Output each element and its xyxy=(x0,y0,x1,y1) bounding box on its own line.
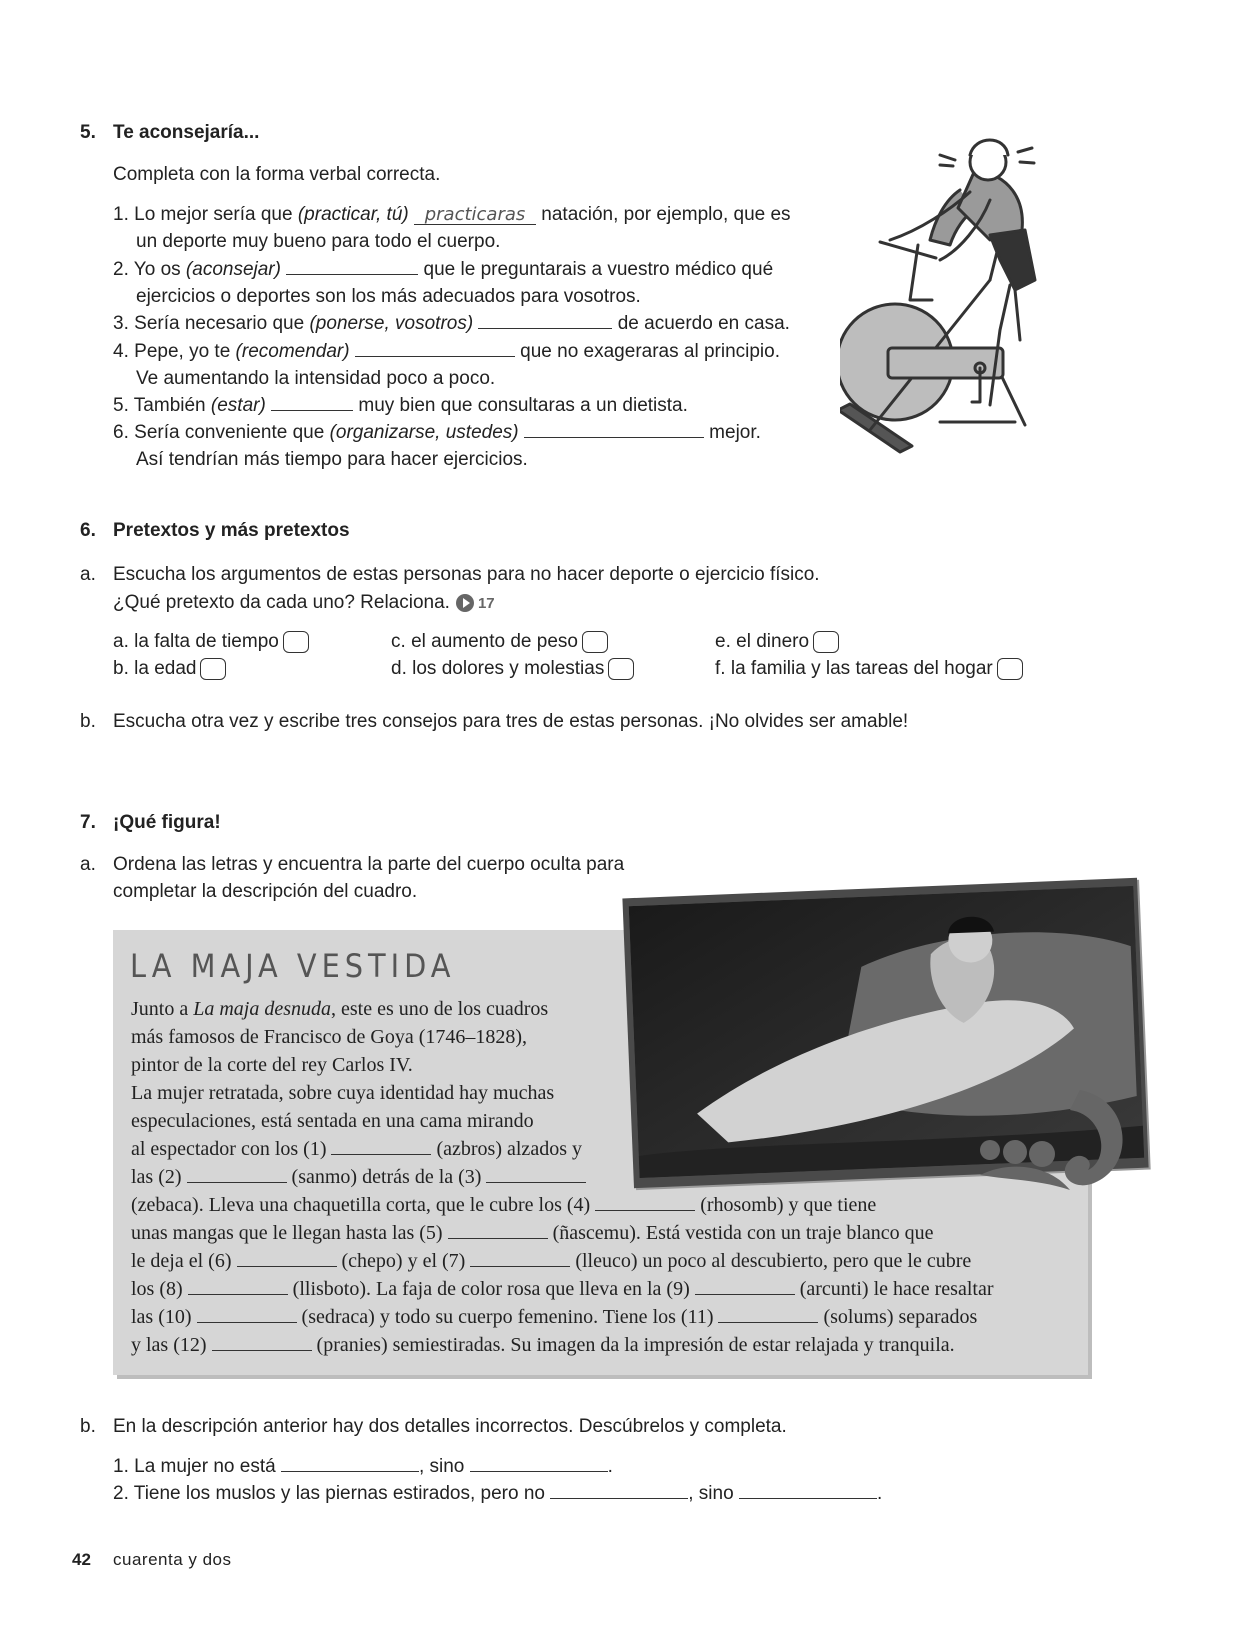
text-line-10: le deja el (6) (chepo) y el (7) (lleuco) un poco al descubierto, pero que le cubre xyxy=(131,1250,972,1272)
ex7-b-item-1: 1. La mujer no está , sino . xyxy=(113,1456,613,1477)
checkbox-f[interactable] xyxy=(997,658,1023,680)
text-line-13: y las (12) (pranies) semiestiradas. Su imagen da la impresión de estar relajada y tranquila. xyxy=(131,1334,955,1356)
ex5-item-1: 1. Lo mejor sería que (practicar, tú) practicaras natación, por ejemplo, que es xyxy=(113,204,791,225)
ex5-number: 5. xyxy=(80,122,96,143)
ex6-a-line1: Escucha los argumentos de estas personas para no hacer deporte o ejercicio físico. xyxy=(113,564,820,585)
checkbox-d[interactable] xyxy=(608,658,634,680)
ex5-item-2-cont: ejercicios o deportes son los más adecuados para vosotros. xyxy=(136,286,641,307)
page-number-words: cuarenta y dos xyxy=(113,1550,232,1569)
blank-2[interactable] xyxy=(187,1167,287,1183)
decorative-swirl-icon xyxy=(960,1080,1140,1210)
ex6-b-letter: b. xyxy=(80,711,96,732)
checkbox-c[interactable] xyxy=(582,631,608,653)
blank-5[interactable] xyxy=(448,1223,548,1239)
ex7-a-line2: completar la descripción del cuadro. xyxy=(113,881,418,902)
ex5-item-6: 6. Sería conveniente que (organizarse, ustedes) mejor. xyxy=(113,422,761,443)
ex5-item-4: 4. Pepe, yo te (recomendar) que no exageraras al principio. xyxy=(113,341,780,362)
blank-9[interactable] xyxy=(695,1279,795,1295)
answer-field-6[interactable] xyxy=(524,421,704,438)
ex7-b-text: En la descripción anterior hay dos detalles incorrectos. Descúbrelos y completa. xyxy=(113,1416,787,1437)
option-c: c. el aumento de peso xyxy=(391,628,608,656)
ex5-item-4-cont: Ve aumentando la intensidad poco a poco. xyxy=(136,368,496,389)
b-answer-2a[interactable] xyxy=(550,1482,688,1499)
option-f: f. la familia y las tareas del hogar xyxy=(715,655,1023,683)
ex6-number: 6. xyxy=(80,520,96,541)
ex5-item-5: 5. También (estar) muy bien que consultaras a un dietista. xyxy=(113,395,688,416)
blank-12[interactable] xyxy=(212,1335,312,1351)
blank-11[interactable] xyxy=(718,1307,818,1323)
text-line-8: (zebaca). Lleva una chaquetilla corta, que le cubre los (4) (rhosomb) y que tiene xyxy=(131,1194,877,1216)
ex6-a-line2: ¿Qué pretexto da cada uno? Relaciona. 17 xyxy=(113,592,495,613)
ex5-item-3: 3. Sería necesario que (ponerse, vosotros) de acuerdo en casa. xyxy=(113,313,790,334)
ex5-item-6-cont: Así tendrían más tiempo para hacer ejercicios. xyxy=(136,449,528,470)
ex5-item-1-cont: un deporte muy bueno para todo el cuerpo. xyxy=(136,231,501,252)
ex5-item-2: 2. Yo os (aconsejar) que le preguntarais a vuestro médico qué xyxy=(113,259,774,280)
text-line-12: las (10) (sedraca) y todo su cuerpo femenino. Tiene los (11) (solums) separados xyxy=(131,1306,978,1328)
answer-field-2[interactable] xyxy=(286,258,418,275)
blank-8[interactable] xyxy=(188,1279,288,1295)
ex5-title: Te aconsejaría... xyxy=(113,122,260,143)
ex7-b-item-2: 2. Tiene los muslos y las piernas estirados, pero no , sino . xyxy=(113,1483,883,1504)
answer-field-4[interactable] xyxy=(355,340,515,357)
ex6-a-letter: a. xyxy=(80,564,96,585)
answer-field-5[interactable] xyxy=(271,394,353,411)
b-answer-2b[interactable] xyxy=(739,1482,877,1499)
answer-field-1[interactable]: practicaras xyxy=(414,206,536,225)
ex7-title: ¡Qué figura! xyxy=(113,812,221,833)
exercise-bike-illustration xyxy=(840,130,1090,470)
blank-6[interactable] xyxy=(237,1251,337,1267)
blank-1[interactable] xyxy=(331,1139,431,1155)
ex7-a-letter: a. xyxy=(80,854,96,875)
answer-field-3[interactable] xyxy=(478,312,612,329)
box-title: LA MAJA VESTIDA xyxy=(130,947,456,985)
text-line-6: al espectador con los (1) (azbros) alzados y xyxy=(131,1138,582,1160)
text-line-7: las (2) (sanmo) detrás de la (3) xyxy=(131,1163,586,1192)
ex6-title: Pretextos y más pretextos xyxy=(113,520,350,541)
blank-7[interactable] xyxy=(470,1251,570,1267)
ex7-a-line1: Ordena las letras y encuentra la parte del cuerpo oculta para xyxy=(113,854,625,875)
text-line-9: unas mangas que le llegan hasta las (5) (ñascemu). Está vestida con un traje blanco que xyxy=(131,1222,934,1244)
option-e: e. el dinero xyxy=(715,628,839,656)
blank-4[interactable] xyxy=(595,1195,695,1211)
blank-10[interactable] xyxy=(197,1307,297,1323)
text-line-11: los (8) (llisboto). La faja de color rosa que lleva en la (9) (arcunti) le hace resaltar xyxy=(131,1278,994,1300)
audio-play-icon[interactable] xyxy=(456,594,474,612)
checkbox-b[interactable] xyxy=(200,658,226,680)
option-a: a. la falta de tiempo xyxy=(113,628,309,656)
ex7-number: 7. xyxy=(80,812,96,833)
option-b: b. la edad xyxy=(113,655,226,683)
text-line-1: Junto a La maja desnuda, este es uno de los cuadros xyxy=(131,998,549,1020)
text-line-2: más famosos de Francisco de Goya (1746–1828), xyxy=(131,1026,528,1048)
option-d: d. los dolores y molestias xyxy=(391,655,634,683)
page-number: 42 xyxy=(72,1550,91,1569)
text-line-4: La mujer retratada, sobre cuya identidad hay muchas xyxy=(131,1082,555,1104)
ex6-b-text: Escucha otra vez y escribe tres consejos para tres de estas personas. ¡No olvides ser amable! xyxy=(113,711,909,732)
b-answer-1a[interactable] xyxy=(281,1455,419,1472)
ex7-b-letter: b. xyxy=(80,1416,96,1437)
checkbox-a[interactable] xyxy=(283,631,309,653)
blank-3[interactable] xyxy=(486,1167,586,1183)
text-line-5: especulaciones, está sentada en una cama mirando xyxy=(131,1110,534,1132)
text-line-3: pintor de la corte del rey Carlos IV. xyxy=(131,1054,413,1076)
checkbox-e[interactable] xyxy=(813,631,839,653)
audio-track-number: 17 xyxy=(477,595,495,612)
ex5-instruction: Completa con la forma verbal correcta. xyxy=(113,164,441,185)
b-answer-1b[interactable] xyxy=(470,1455,608,1472)
